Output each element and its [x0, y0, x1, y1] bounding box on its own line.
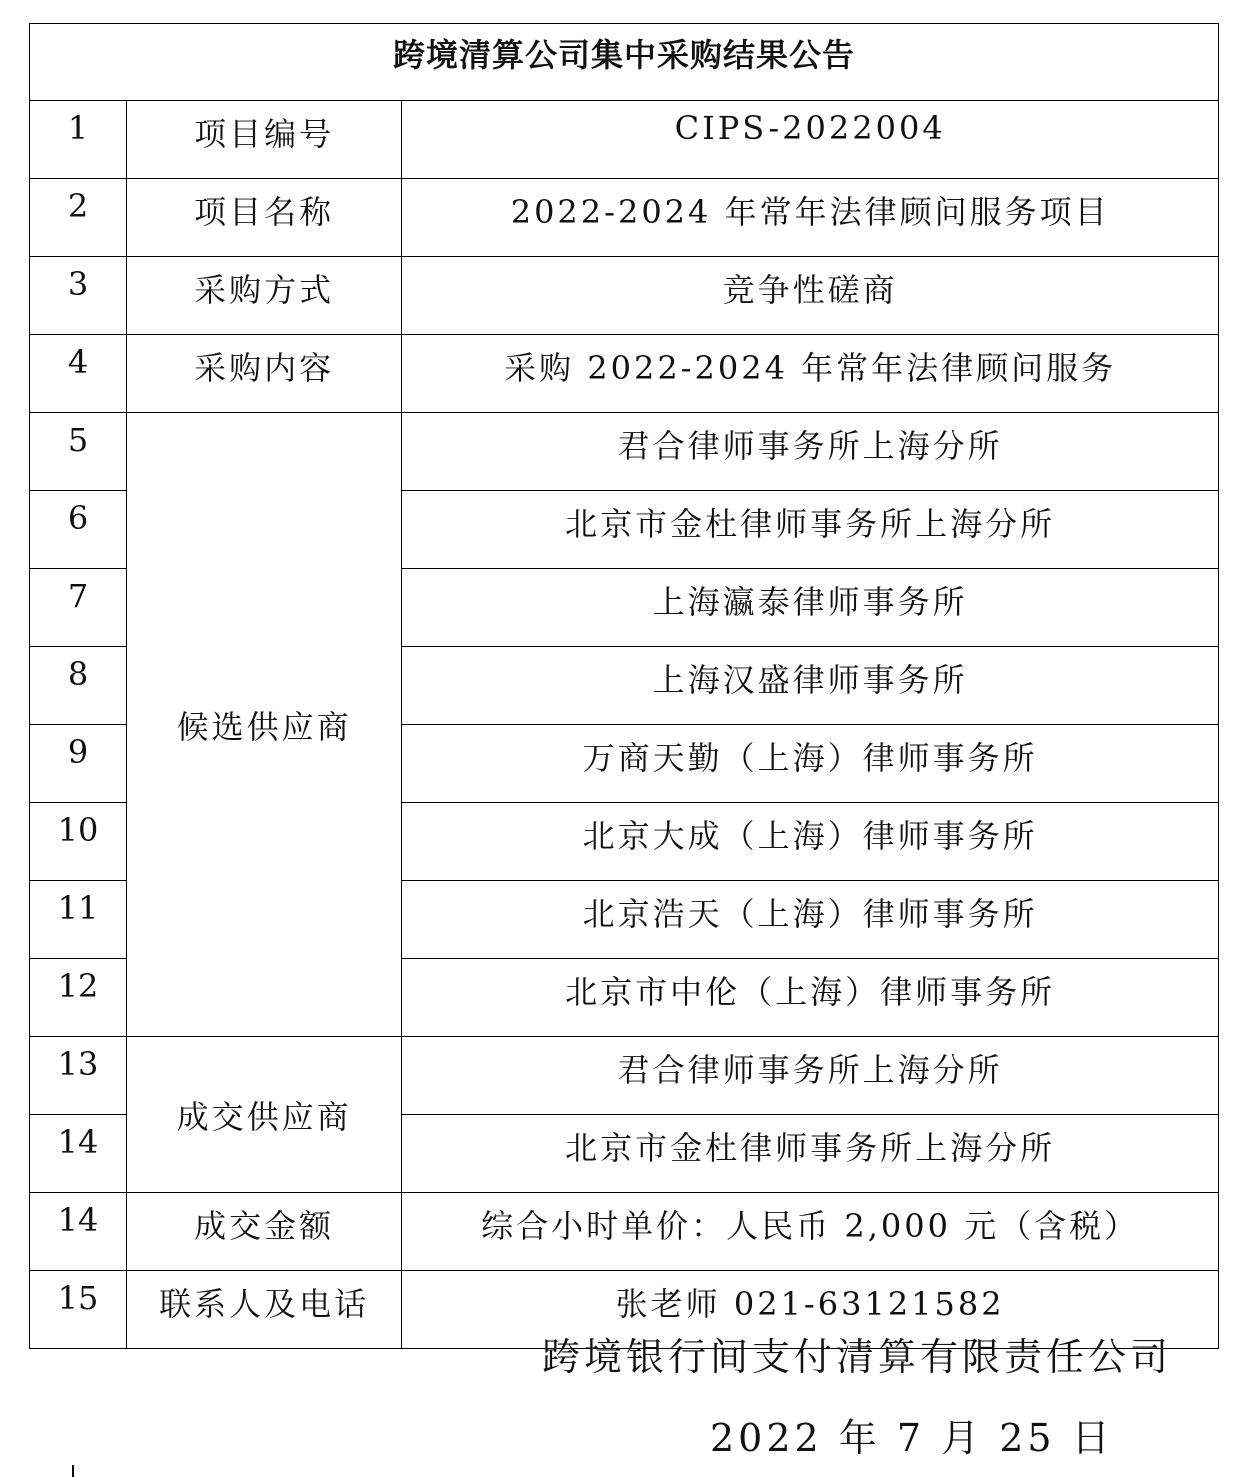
row-value: CIPS-2022004	[402, 101, 1219, 179]
row-number: 2	[30, 179, 127, 257]
row-label: 采购内容	[127, 335, 402, 413]
row-value: 北京市金杜律师事务所上海分所	[402, 1115, 1219, 1193]
table-row	[30, 257, 1219, 335]
row-label: 项目名称	[127, 179, 402, 257]
row-value: 上海汉盛律师事务所	[402, 647, 1219, 725]
table-title-row	[30, 24, 1219, 101]
announcement-table	[29, 23, 1219, 1349]
row-value: 采购 2022-2024 年常年法律顾问服务	[402, 335, 1219, 413]
row-label: 采购方式	[127, 257, 402, 335]
table-row	[30, 335, 1219, 413]
row-number: 1	[30, 101, 127, 179]
row-label: 成交金额	[127, 1193, 402, 1271]
document-title: 跨境清算公司集中采购结果公告	[30, 24, 1219, 101]
row-number: 4	[30, 335, 127, 413]
row-value: 君合律师事务所上海分所	[402, 413, 1219, 491]
winning-suppliers-label: 成交供应商	[127, 1037, 402, 1193]
row-value: 综合小时单价：人民币 2,000 元（含税）	[402, 1193, 1219, 1271]
row-value: 2022-2024 年常年法律顾问服务项目	[402, 179, 1219, 257]
row-number: 11	[30, 881, 127, 959]
table-row	[30, 413, 1219, 491]
row-number: 10	[30, 803, 127, 881]
row-value: 北京市金杜律师事务所上海分所	[402, 491, 1219, 569]
row-number: 6	[30, 491, 127, 569]
row-value: 张老师 021-63121582	[402, 1271, 1219, 1349]
row-value: 北京浩天（上海）律师事务所	[402, 881, 1219, 959]
row-number: 12	[30, 959, 127, 1037]
row-number: 9	[30, 725, 127, 803]
row-value: 北京市中伦（上海）律师事务所	[402, 959, 1219, 1037]
table-row	[30, 1037, 1219, 1115]
row-value: 竞争性磋商	[402, 257, 1219, 335]
row-number: 15	[30, 1271, 127, 1349]
row-value: 万商天勤（上海）律师事务所	[402, 725, 1219, 803]
row-number: 7	[30, 569, 127, 647]
row-number: 8	[30, 647, 127, 725]
signature-date: 2022 年 7 月 25 日	[710, 1416, 1114, 1460]
row-number: 13	[30, 1037, 127, 1115]
table-row	[30, 1193, 1219, 1271]
row-label: 联系人及电话	[127, 1271, 402, 1349]
row-value: 君合律师事务所上海分所	[402, 1037, 1219, 1115]
signature-organization: 跨境银行间支付清算有限责任公司	[542, 1335, 1173, 1379]
row-number: 14	[30, 1193, 127, 1271]
row-label: 项目编号	[127, 101, 402, 179]
row-value: 北京大成（上海）律师事务所	[402, 803, 1219, 881]
table-row	[30, 101, 1219, 179]
row-number: 5	[30, 413, 127, 491]
page-corner-mark	[72, 1465, 74, 1477]
table-row	[30, 179, 1219, 257]
candidate-suppliers-label: 候选供应商	[127, 413, 402, 1037]
row-number: 3	[30, 257, 127, 335]
row-number: 14	[30, 1115, 127, 1193]
row-value: 上海瀛泰律师事务所	[402, 569, 1219, 647]
